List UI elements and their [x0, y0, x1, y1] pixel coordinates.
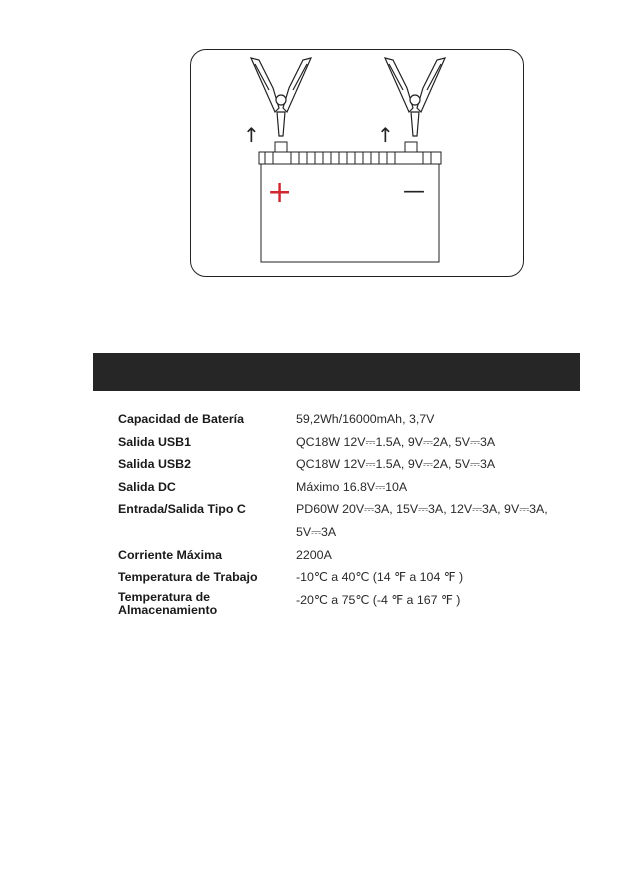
- battery-clamp-illustration: [190, 49, 524, 277]
- spec-row: [118, 566, 588, 589]
- positive-clamp-icon: [251, 58, 311, 136]
- spec-label: Entrada/Salida Tipo C: [118, 502, 246, 517]
- positive-terminal: [275, 142, 287, 152]
- right-arrow-icon: ↑: [377, 123, 394, 147]
- spec-row: [118, 589, 588, 625]
- battery-lid: [259, 152, 441, 164]
- spec-value: QC18W 12V⎓1.5A, 9V⎓2A, 5V⎓3A: [296, 434, 496, 449]
- battery-diagram-svg: [191, 50, 524, 277]
- spec-value: QC18W 12V⎓1.5A, 9V⎓2A, 5V⎓3A: [296, 457, 496, 472]
- spec-label: Salida USB1: [118, 434, 191, 449]
- spec-value: 2200A: [296, 547, 332, 562]
- negative-clamp-icon: [385, 58, 445, 136]
- spec-row: [118, 498, 588, 543]
- section-header-bar: [93, 353, 580, 391]
- spec-row: [118, 408, 588, 431]
- spec-label: Salida DC: [118, 479, 176, 494]
- spec-row: [118, 431, 588, 454]
- spec-row: [118, 476, 588, 499]
- spec-value: 59,2Wh/16000mAh, 3,7V: [296, 412, 435, 426]
- spec-label: Salida USB2: [118, 457, 191, 472]
- spec-row: [118, 544, 588, 567]
- spec-value: Máximo 16.8V⎓10A: [296, 479, 408, 494]
- spec-value: -20℃ a 75℃ (-4 ℉ a 167 ℉ ): [296, 592, 461, 607]
- spec-value: PD60W 20V⎓3A, 15V⎓3A, 12V⎓3A, 9V⎓3A, 5V⎓3A: [296, 502, 548, 539]
- negative-symbol: —: [403, 179, 425, 204]
- negative-terminal: [405, 142, 417, 152]
- spec-label: Temperatura de Almacenamiento: [118, 589, 218, 617]
- spec-label: Temperatura de Trabajo: [118, 570, 258, 585]
- specifications-table: [118, 408, 588, 625]
- spec-label: Corriente Máxima: [118, 547, 222, 562]
- positive-symbol: +: [267, 175, 293, 210]
- spec-label: Capacidad de Batería: [118, 412, 245, 426]
- left-arrow-icon: ↑: [243, 123, 260, 147]
- spec-row: [118, 453, 588, 476]
- spec-value: -10℃ a 40℃ (14 ℉ a 104 ℉ ): [296, 570, 464, 585]
